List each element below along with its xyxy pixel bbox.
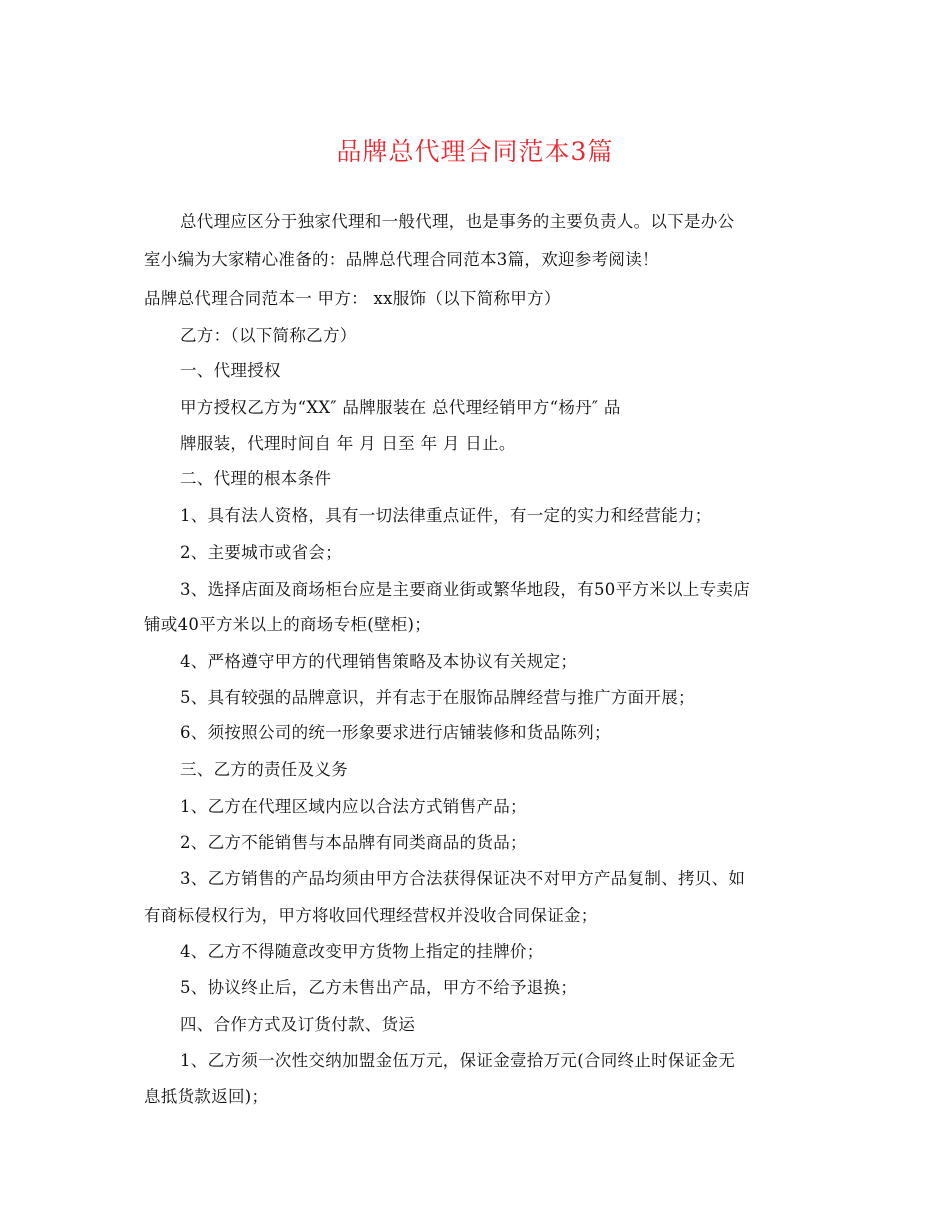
paragraph-line: 牌服装，代理时间自 年 月 日至 年 月 日止。 [180, 434, 516, 453]
list-item: 3、选择店面及商场柜台应是主要商业街或繁华地段，有50平方米以上专卖店 [180, 580, 750, 599]
paragraph-line: 甲方授权乙方为“XX″ 品牌服装在 总代理经销甲方“杨丹″ 品 [180, 398, 621, 417]
list-item: 息抵货款返回)； [144, 1087, 269, 1106]
paragraph-line: 品牌总代理合同范本一 甲方： xx服饰（以下简称甲方） [144, 289, 561, 308]
list-item: 2、乙方不能销售与本品牌有同类商品的货品； [180, 833, 527, 852]
list-item: 4、乙方不得随意改变甲方货物上指定的挂牌价； [180, 942, 544, 961]
list-item: 有商标侵权行为，甲方将收回代理经营权并没收合同保证金； [144, 906, 598, 925]
section-heading: 四、合作方式及订货付款、货运 [180, 1015, 416, 1034]
list-item: 1、乙方在代理区域内应以合法方式销售产品； [180, 797, 527, 816]
document-title: 品牌总代理合同范本3篇 [336, 137, 614, 166]
list-item: 1、具有法人资格，具有一切法律重点证件，有一定的实力和经营能力； [180, 506, 712, 525]
paragraph-line: 总代理应区分于独家代理和一般代理，也是事务的主要负责人。以下是办公 [180, 212, 735, 231]
list-item: 3、乙方销售的产品均须由甲方合法获得保证决不对甲方产品复制、拷贝、如 [180, 869, 746, 888]
section-heading: 三、乙方的责任及义务 [180, 760, 348, 779]
paragraph-line: 室小编为大家精心准备的：品牌总代理合同范本3篇，欢迎参考阅读！ [144, 250, 659, 269]
list-item: 2、主要城市或省会； [180, 543, 342, 562]
list-item: 1、乙方须一次性交纳加盟金伍万元，保证金壹拾万元(合同终止时保证金无 [180, 1051, 736, 1070]
paragraph-line: 乙方：（以下简称乙方） [180, 326, 357, 345]
list-item: 5、具有较强的品牌意识，并有志于在服饰品牌经营与推广方面开展； [180, 688, 695, 707]
section-heading: 二、代理的根本条件 [180, 469, 332, 488]
list-item: 5、协议终止后，乙方未售出产品，甲方不给予退换； [180, 978, 578, 997]
list-item: 铺或40平方米以上的商场专柜(壁柜)； [144, 615, 432, 634]
list-item: 4、严格遵守甲方的代理销售策略及本协议有关规定； [180, 652, 578, 671]
list-item: 6、须按照公司的统一形象要求进行店铺装修和货品陈列； [180, 723, 611, 742]
section-heading: 一、代理授权 [180, 361, 281, 380]
